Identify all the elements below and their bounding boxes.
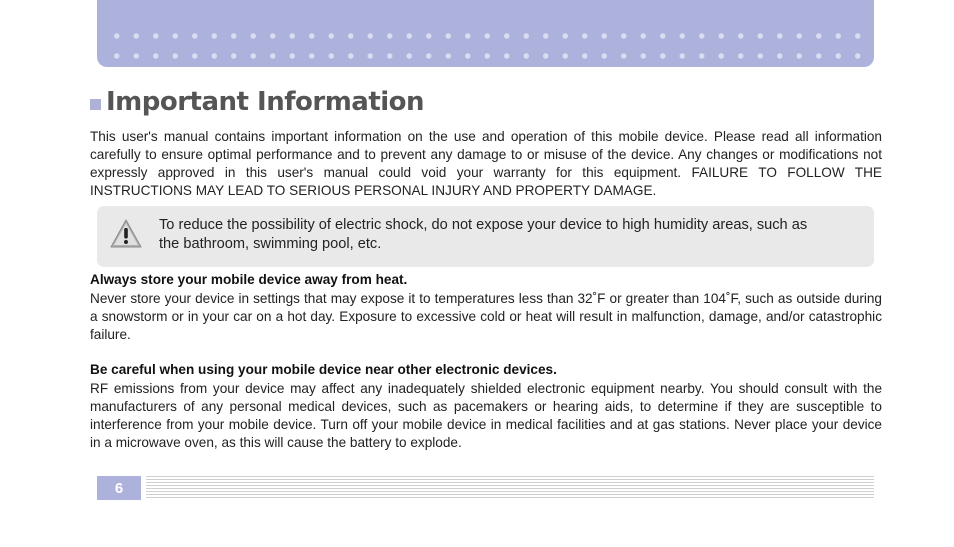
page-title: Important Information: [106, 87, 425, 117]
top-banner: [97, 0, 874, 67]
intro-paragraph: This user's manual contains important information on the use and operation of this mobile device. Please read all information carefully to ensure optimal performance and to prevent any damage to or misuse of the device. Any changes or modifications not expressly approved in this user's manual could void your warranty for this equipment. FAILURE TO FOLLOW THE INSTRUCTIONS MAY LEAD TO SERIOUS PERSONAL INJURY AND PROPERTY DAMAGE.: [90, 129, 882, 198]
page-number: 6: [97, 476, 141, 500]
section-body-electronics: RF emissions from your device may affect any inadequately shielded electronic equipment nearby. You should consult with the manufacturers of any personal medical devices, such as pacemakers or hearing aids, to determine if they are susceptible to interference from your mobile device. Turn off your mobile device in medical facilities and at gas stations. Never place your device in a microwave oven, as this will cause the battery to explode.: [90, 381, 882, 450]
warning-line-2: the bathroom, swimming pool, etc.: [159, 236, 382, 252]
section-body-heat: Never store your device in settings that may expose it to temperatures less than 32˚F or greater than 104˚F, such as outside during a snowstorm or in your car on a hot day. Exposure to excessive cold or heat will result in malfunction, damage, and/or catastrophic failure.: [90, 291, 882, 342]
section-title-heat: Always store your mobile device away from heat.: [90, 272, 408, 287]
page-heading: [90, 84, 424, 120]
heading-square-icon: [90, 99, 101, 110]
section-title-electronics: Be careful when using your mobile device near other electronic devices.: [90, 362, 557, 377]
warning-box: [97, 206, 874, 267]
warning-triangle-icon: [109, 218, 143, 250]
warning-line-1: To reduce the possibility of electric shock, do not expose your device to high humidity areas, such as: [159, 217, 808, 233]
banner-dot-pattern: [107, 26, 867, 60]
footer-rule-lines: [146, 476, 874, 500]
warning-text: [159, 216, 849, 254]
